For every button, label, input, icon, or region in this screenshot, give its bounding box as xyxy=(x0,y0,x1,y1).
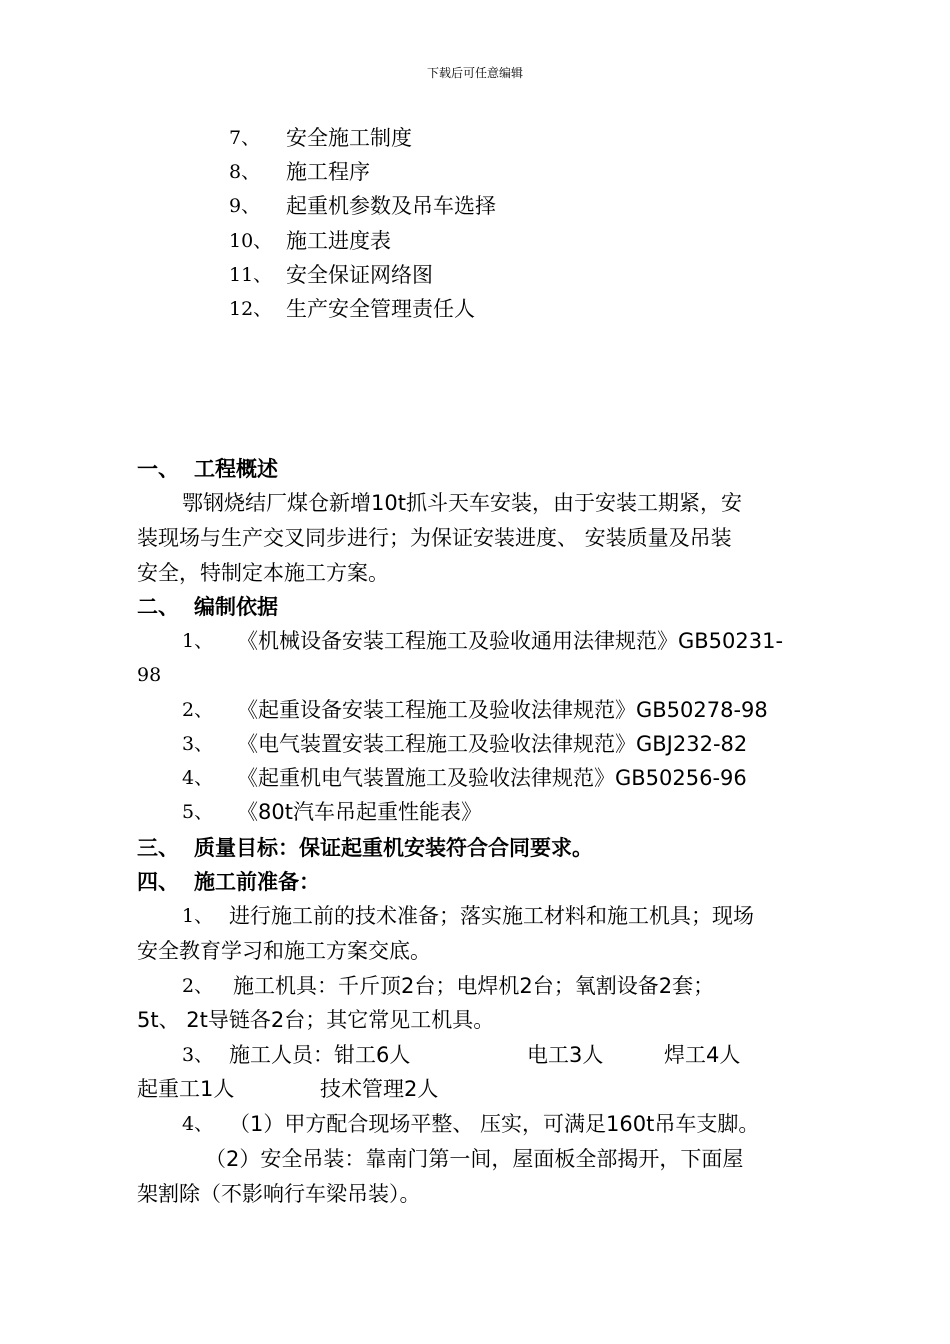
list-number: 3、 xyxy=(182,733,214,755)
list-number: 2、 xyxy=(182,699,214,721)
list-number: 1、 xyxy=(182,630,214,652)
paragraph-line: （2）安全吊装：靠南门第一间，屋面板全部揭开，下面屋 xyxy=(205,1147,744,1171)
section-title: 质量目标：保证起重机安装符合合同要求。 xyxy=(194,836,593,860)
staff-fitter: 施工人员：钳工6人 xyxy=(229,1043,411,1067)
reference-item: 《起重机电气装置施工及验收法律规范》GB50256-96 xyxy=(237,766,747,790)
staff-electrician: 电工3人 xyxy=(527,1043,604,1067)
paragraph-line: （1）甲方配合现场平整、 压实，可满足160t吊车支脚。 xyxy=(229,1112,760,1136)
paragraph-line: 安全，特制定本施工方案。 xyxy=(137,561,389,585)
paragraph-line: 进行施工前的技术准备；落实施工材料和施工机具；现场 xyxy=(229,904,754,928)
toc-item: 安全施工制度 xyxy=(286,126,412,150)
paragraph-line: 装现场与生产交叉同步进行；为保证安装进度、 安装质量及吊装 xyxy=(137,526,732,550)
staff-welder: 焊工4人 xyxy=(664,1043,741,1067)
reference-item: 《机械设备安装工程施工及验收通用法律规范》GB50231- xyxy=(237,629,784,653)
list-number: 1、 xyxy=(182,905,214,927)
paragraph-line: 架割除（不影响行车梁吊装）。 xyxy=(137,1182,421,1206)
list-number: 4、 xyxy=(182,1113,214,1135)
section-number: 三、 xyxy=(137,836,179,860)
list-number: 4、 xyxy=(182,767,214,789)
toc-number: 10、 xyxy=(229,230,273,252)
toc-item: 生产安全管理责任人 xyxy=(286,297,475,321)
section-number: 四、 xyxy=(137,870,179,894)
toc-number: 11、 xyxy=(229,264,273,286)
staff-rigger: 起重工1人 xyxy=(137,1077,235,1101)
toc-item: 安全保证网络图 xyxy=(286,263,433,287)
paragraph-line: 施工机具：千斤顶2台；电焊机2台；氧割设备2套； xyxy=(233,974,715,998)
staff-technical: 技术管理2人 xyxy=(320,1077,439,1101)
list-number: 2、 xyxy=(182,975,214,997)
toc-number: 7、 xyxy=(229,127,261,149)
toc-number: 12、 xyxy=(229,298,273,320)
page-header: 下载后可任意编辑 xyxy=(426,66,523,80)
paragraph-line: 5t、 2t导链各2台；其它常见工机具。 xyxy=(137,1008,495,1032)
toc-number: 9、 xyxy=(229,195,261,217)
toc-item: 施工进度表 xyxy=(286,229,391,253)
toc-number: 8、 xyxy=(229,161,261,183)
section-title: 施工前准备： xyxy=(194,870,320,894)
reference-item: 《电气装置安装工程施工及验收法律规范》GBJ232-82 xyxy=(237,732,748,756)
list-number: 3、 xyxy=(182,1044,214,1066)
list-number: 5、 xyxy=(182,801,214,823)
section-title: 工程概述 xyxy=(194,457,278,481)
reference-item: 《起重设备安装工程施工及验收法律规范》GB50278-98 xyxy=(237,698,768,722)
paragraph-line: 安全教育学习和施工方案交底。 xyxy=(137,939,431,963)
paragraph-line: 鄂钢烧结厂煤仓新增10t抓斗天车安装，由于安装工期紧，安 xyxy=(182,491,742,515)
reference-continuation: 98 xyxy=(137,664,162,686)
toc-item: 施工程序 xyxy=(286,160,370,184)
section-title: 编制依据 xyxy=(194,595,278,619)
section-number: 一、 xyxy=(137,457,179,481)
section-number: 二、 xyxy=(137,595,179,619)
reference-item: 《80t汽车吊起重性能表》 xyxy=(237,800,482,824)
toc-item: 起重机参数及吊车选择 xyxy=(286,194,496,218)
